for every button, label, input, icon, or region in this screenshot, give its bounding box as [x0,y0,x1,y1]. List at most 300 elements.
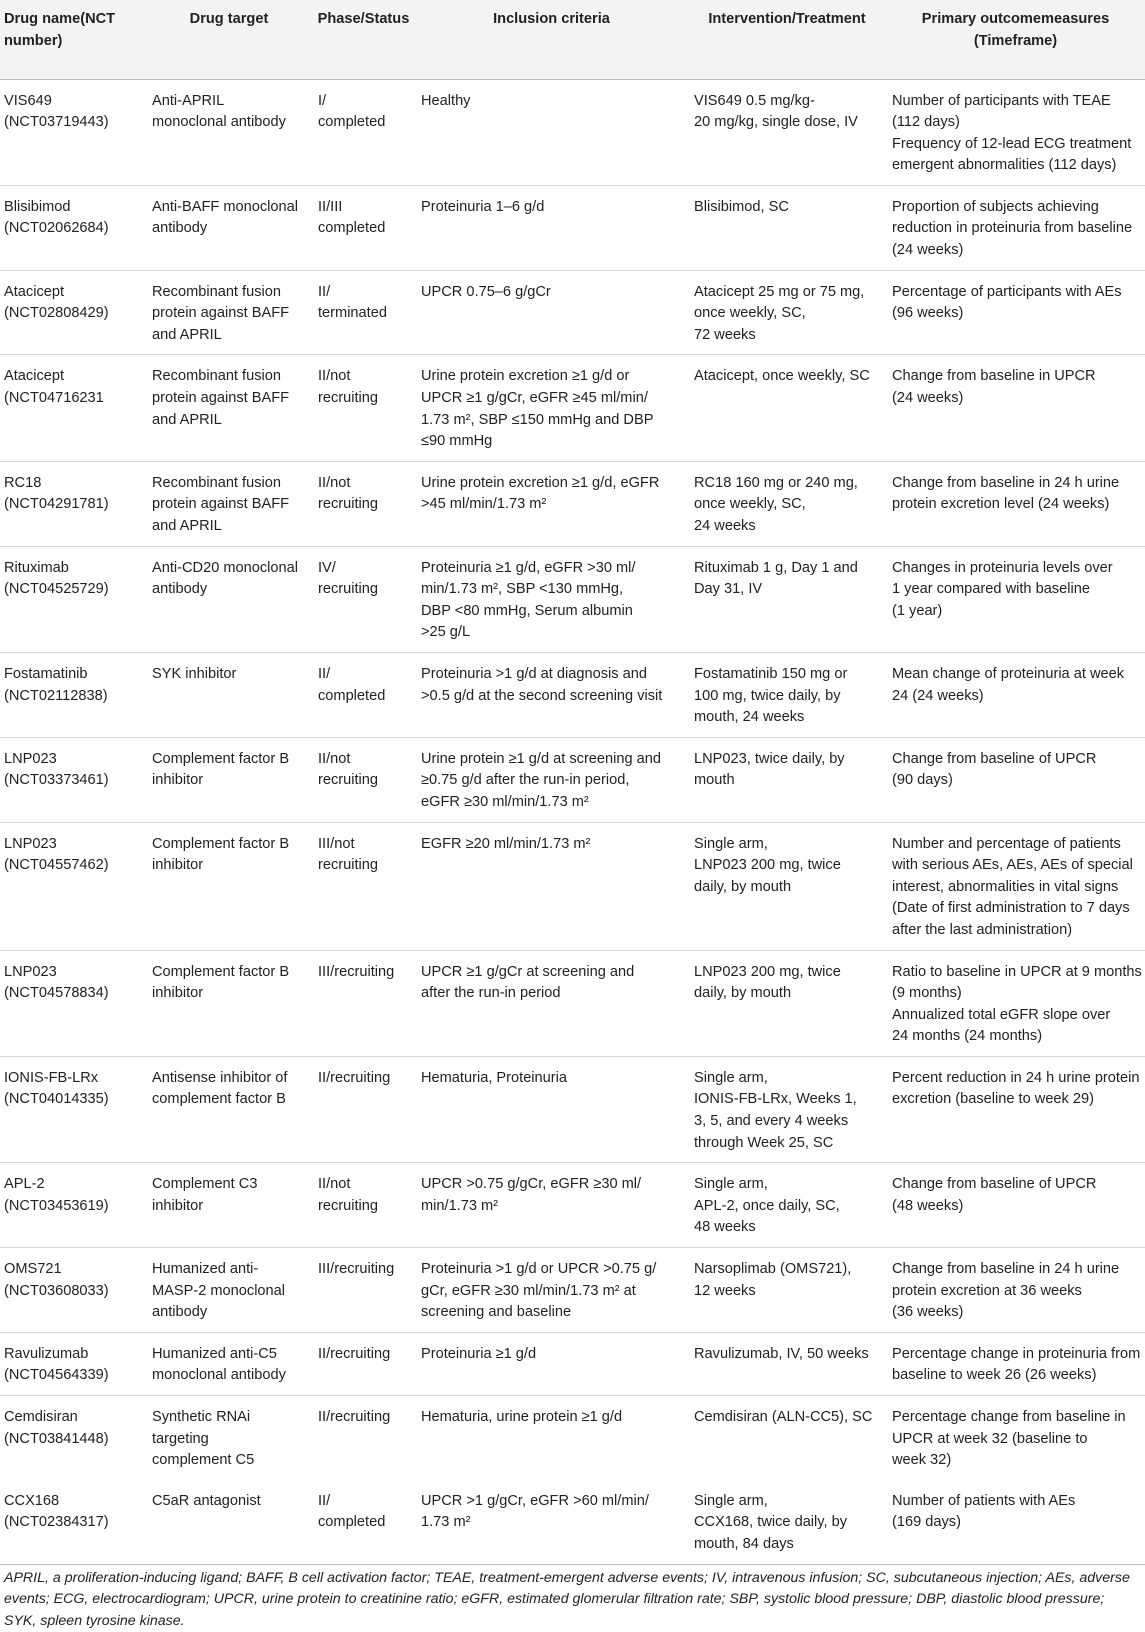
header-primary-outcome [886,0,1145,79]
cell-line: (48 weeks) [892,1197,964,1214]
cell-line: UPCR ≥1 g/gCr, eGFR ≥45 ml/min/ [421,390,648,407]
cell-line: I/ [318,92,327,109]
primary-outcome-cell [886,355,1145,461]
table-row [0,355,1145,461]
cell-line: completed [318,220,386,237]
intervention-cell [688,1248,886,1333]
primary-outcome-cell [886,652,1145,737]
primary-outcome-cell [886,1163,1145,1248]
cell-line: (NCT02808429) [4,305,109,322]
cell-line: (96 weeks) [892,305,964,322]
inclusion-criteria-cell [415,950,688,1056]
intervention-cell [688,546,886,652]
cell-line: Antisense inhibitor of [152,1069,288,1086]
intervention-cell [688,1396,886,1480]
cell-line: protein excretion at 36 weeks [892,1282,1082,1299]
cell-line: mouth, 84 days [694,1535,794,1552]
cell-line: II/III [318,198,343,215]
header-row [0,0,1145,79]
separator: , [470,411,479,428]
phase-status-cell [312,546,415,652]
intervention-cell [688,270,886,355]
primary-outcome-cell [886,822,1145,950]
drug-name-cell [0,1396,146,1480]
cell-line: (NCT03453619) [4,1197,109,1214]
cell-line: after the run-in period [421,985,561,1002]
inclusion-criteria-cell [415,1056,688,1162]
primary-outcome-cell [886,185,1145,270]
cell-line: RC18 [4,474,42,491]
cell-line: gCr, eGFR ≥30 ml/min/1.73 m² [421,1282,620,1299]
cell-line: min/1.73 m² [421,581,499,598]
drug-name-cell [0,1332,146,1395]
cell-line: 24 weeks [694,518,756,534]
header-intervention [688,0,886,79]
cell-line: (NCT04716231 [4,390,104,407]
drug-name-cell [0,1248,146,1333]
cell-line: Phase/ [317,11,365,27]
cell-line: at [623,1282,636,1299]
cell-line: Complement factor B [152,750,290,767]
cell-line: (90 days) [892,772,953,789]
cell-line: emergent abnormalities (112 days) [892,157,1117,174]
intervention-cell [688,1480,886,1564]
cell-line: Single arm, [694,835,768,852]
intervention-cell [688,1056,886,1162]
cell-line: VIS649 0.5 mg/kg- [694,92,815,109]
cell-line: APL-2, once daily, SC, [694,1197,840,1214]
cell-line: (24 weeks) [892,390,964,407]
cell-line: 24 (24 weeks) [892,687,984,704]
cell-line: baseline to week 26 (26 weeks) [892,1367,1097,1384]
drug-name-cell [0,1163,146,1248]
drug-target-cell [146,461,312,546]
cell-line: IONIS-FB-LRx [4,1069,99,1086]
table-row [0,79,1145,185]
cell-line: reduction in proteinuria from baseline [892,220,1133,237]
cell-line: Proteinuria ≥1 g/d, eGFR >30 ml/ [421,559,636,576]
header-inclusion-criteria [415,0,688,79]
cell-line: Atacicept [4,368,65,385]
cell-line: Anti-CD20 monoclonal [152,559,299,576]
cell-line: UPCR >1 g/gCr, eGFR >60 ml/min/ [421,1492,649,1509]
cell-line: III/recruiting [318,1261,395,1278]
primary-outcome-cell [886,546,1145,652]
cell-line: 72 weeks [694,326,756,343]
drug-name-cell [0,737,146,822]
cell-line: Urine protein excretion ≥1 g/d, eGFR [421,474,660,491]
cell-line: Change from baseline of UPCR [892,1176,1097,1193]
cell-line: inhibitor [152,772,204,789]
cell-line: Synthetic RNAi [152,1409,251,1425]
drug-target-cell [146,737,312,822]
cell-line: (169 days) [892,1514,961,1531]
drug-name-cell [0,270,146,355]
table-row [0,546,1145,652]
cell-line: APL-2 [4,1176,45,1193]
cell-line: once weekly, SC, [694,496,806,513]
cell-line: III/not [318,835,355,852]
cell-line: Percentage change from baseline in [892,1409,1126,1425]
cell-line: UPCR 0.75–6 g/gCr [421,283,551,300]
cell-line: II/not [318,474,351,491]
drug-target-cell [146,185,312,270]
table-header [0,0,1145,79]
primary-outcome-cell [886,1056,1145,1162]
cell-line: (NCT02062684) [4,220,109,237]
cell-line: II/not [318,750,351,767]
cell-line: Urine protein ≥1 g/d at screening and [421,750,662,767]
cell-line: and APRIL [152,326,222,343]
phase-status-cell [312,270,415,355]
primary-outcome-cell [886,461,1145,546]
inclusion-criteria-cell [415,1480,688,1564]
cell-line: Ravulizumab, IV, 50 weeks [694,1345,869,1362]
cell-line: with serious AEs, AEs, AEs of special [892,857,1133,874]
drug-target-cell [146,1056,312,1162]
cell-line: (Date of first administration to 7 days [892,900,1130,917]
cell-line: (NCT04578834) [4,985,109,1002]
drug-target-cell [146,822,312,950]
cell-line: 20 mg/kg, single dose, IV [694,114,858,131]
cell-line: Annualized total eGFR slope over [892,1006,1111,1023]
primary-outcome-cell [886,950,1145,1056]
cell-line: screening and baseline [421,1304,572,1321]
table-row [0,737,1145,822]
cell-line: >45 ml/min/1.73 m² [421,496,547,513]
table-row [0,461,1145,546]
cell-line: RC18 160 mg or 240 mg, [694,474,858,491]
cell-line: SBP ≤150 mmHg and DBP [478,411,654,428]
phase-status-cell [312,737,415,822]
phase-status-cell [312,1248,415,1333]
cell-line: Blisibimod [4,198,71,215]
intervention-cell [688,79,886,185]
cell-line: and APRIL [152,518,222,534]
cell-line: Recombinant fusion [152,368,281,385]
intervention-cell [688,355,886,461]
cell-line: excretion (baseline to week 29) [892,1091,1094,1108]
table-row [0,1480,1145,1564]
inclusion-criteria-cell [415,1332,688,1395]
cell-line: Humanized anti- [152,1261,259,1278]
inclusion-criteria-cell [415,79,688,185]
cell-line: Recombinant fusion [152,474,281,491]
drug-target-cell [146,270,312,355]
separator: , [498,581,507,598]
cell-line: ≤90 mmHg [421,433,493,450]
cell-line: Proportion of subjects achieving [892,198,1099,215]
cell-line: (NCT04014335) [4,1091,109,1108]
cell-line: MASP-2 monoclonal [152,1282,286,1299]
cell-line: through Week 25, SC [694,1134,834,1151]
cell-line: Number of patients with AEs [892,1492,1076,1509]
table-row [0,822,1145,950]
cell-line: IV/ [318,559,336,576]
cell-line: (NCT04557462) [4,857,109,874]
cell-line: antibody [152,1304,208,1321]
drug-target-cell [146,950,312,1056]
cell-line: completed [318,687,386,704]
cell-line: Number of participants with TEAE [892,92,1111,109]
cell-line: antibody [152,220,208,237]
drug-target-cell [146,1332,312,1395]
table-row [0,1248,1145,1333]
cell-line: UPCR ≥1 g/gCr at screening and [421,963,635,980]
inclusion-criteria-cell [415,737,688,822]
cell-line: Atacicept, once weekly, SC [694,368,870,385]
cell-line: II/not [318,1176,351,1193]
inclusion-criteria-cell [415,1396,688,1480]
cell-line: Rituximab 1 g, Day 1 and [694,559,858,576]
cell-line: Percent reduction in 24 h urine protein [892,1069,1140,1086]
cell-line: (112 days) [892,114,960,131]
phase-status-cell [312,1480,415,1564]
intervention-cell [688,1163,886,1248]
table-row [0,1163,1145,1248]
phase-status-cell [312,652,415,737]
primary-outcome-cell [886,1248,1145,1333]
cell-line: 24 months (24 months) [892,1028,1043,1045]
cell-line: II/recruiting [318,1069,391,1086]
cell-line: Anti-APRIL [152,92,225,109]
table-body [0,79,1145,1564]
drug-name-cell [0,1056,146,1162]
drug-name-cell [0,652,146,737]
intervention-cell [688,737,886,822]
phase-status-cell [312,1396,415,1480]
cell-line: recruiting [318,1197,379,1214]
cell-line: SBP <130 mmHg, [506,581,624,598]
cell-line: daily, by mouth [694,985,792,1002]
cell-line: complement C5 [152,1452,255,1469]
cell-line: Proteinuria ≥1 g/d [421,1345,537,1362]
cell-line: VIS649 [4,92,52,109]
cell-line: Single arm, [694,1492,768,1509]
cell-line: Primary outcome [921,11,1042,27]
intervention-cell [688,461,886,546]
cell-line: 12 weeks [694,1282,756,1299]
phase-status-cell [312,1056,415,1162]
cell-line: (NCT03841448) [4,1430,109,1447]
drug-target-cell [146,652,312,737]
cell-line: terminated [318,305,387,322]
phase-status-cell [312,1163,415,1248]
cell-line: Change from baseline of UPCR [892,750,1097,767]
phase-status-cell [312,355,415,461]
cell-line: Ratio to baseline in UPCR at 9 months [892,963,1142,980]
drug-name-cell [0,355,146,461]
cell-line: (NCT02384317) [4,1514,109,1531]
cell-line: Fostamatinib 150 mg or [694,665,848,682]
cell-line: mouth, 24 weeks [694,709,805,726]
table-footnote: APRIL, a proliferation-inducing ligand; BAFF, B cell activation factor; TEAE, treatment-emergent adverse events; IV, intravenous infusion; SC, subcutaneous injection; AEs, adverse events; ECG, electrocardiogram; UPCR, urine protein to creatinine ratio; eGFR, estimated glomerular filtration rate; SBP, systolic blood pressure; DBP, diastolic blood pressure; SYK, spleen tyrosine kinase. [4,1569,1130,1629]
cell-line: mouth [694,772,735,789]
primary-outcome-cell [886,270,1145,355]
phase-status-cell [312,79,415,185]
cell-line: Drug target [189,11,269,27]
cell-line: Complement factor B [152,835,290,852]
intervention-cell [688,950,886,1056]
cell-line: (NCT03719443) [4,114,109,131]
cell-line: Change from baseline in UPCR [892,368,1096,385]
cell-line: complement factor B [152,1091,286,1108]
drug-name-cell [0,950,146,1056]
cell-line: Status [364,11,410,27]
cell-line: (NCT04564339) [4,1367,109,1384]
drug-target-cell [146,79,312,185]
cell-line: Proteinuria >1 g/d or UPCR >0.75 g/ [421,1261,657,1278]
cell-line: (36 weeks) [892,1304,964,1321]
cell-line: CCX168 [4,1492,60,1509]
cell-line: Narsoplimab (OMS721), [694,1261,852,1278]
cell-line: Frequency of 12-lead ECG treatment [892,135,1132,152]
table-row [0,1056,1145,1162]
cell-line: 100 mg, twice daily, by [694,687,841,704]
table-row [0,652,1145,737]
inclusion-criteria-cell [415,1163,688,1248]
cell-line: Mean change of proteinuria at week [892,665,1125,682]
cell-line: inhibitor [152,985,204,1002]
cell-line: Complement factor B [152,963,290,980]
drug-name-cell [0,185,146,270]
drug-name-cell [0,79,146,185]
header-drug-target [146,0,312,79]
cell-line: III/recruiting [318,963,395,980]
drug-target-cell [146,1396,312,1480]
cell-line: Single arm, [694,1176,768,1193]
cell-line: LNP023, twice daily, by [694,750,845,767]
header-drug-name [0,0,146,79]
cell-line: Cemdisiran [4,1409,78,1425]
cell-line: >25 g/L [421,624,471,641]
cell-line: II/not [318,368,351,385]
cell-line: (9 months) [892,985,962,1002]
cell-line: recruiting [318,857,379,874]
cell-line: LNP023 [4,963,57,980]
cell-line: eGFR ≥30 ml/min/1.73 m² [421,793,589,810]
intervention-cell [688,652,886,737]
cell-line: ≥0.75 g/d after the run-in period, [421,772,630,789]
cell-line: Cemdisiran (ALN-CC5), SC [694,1409,873,1425]
drug-name-cell [0,546,146,652]
phase-status-cell [312,950,415,1056]
cell-line: Healthy [421,92,471,109]
cell-line: Anti-BAFF monoclonal [152,198,298,215]
cell-line: LNP023 200 mg, twice [694,857,841,874]
cell-line: Change from baseline in 24 h urine [892,474,1120,491]
cell-line: recruiting [318,772,379,789]
cell-line: II/recruiting [318,1409,391,1425]
cell-line: targeting [152,1430,209,1447]
primary-outcome-cell [886,1396,1145,1480]
inclusion-criteria-cell [415,652,688,737]
table-row [0,1332,1145,1395]
cell-line: UPCR at week 32 (baseline to [892,1430,1088,1447]
cell-line: protein excretion level (24 weeks) [892,496,1110,513]
cell-line: CCX168, twice daily, by [694,1514,848,1531]
cell-line: (NCT04525729) [4,581,109,598]
cell-line: Blisibimod, SC [694,198,789,215]
primary-outcome-cell [886,737,1145,822]
cell-line: EGFR ≥20 ml/min/1.73 m² [421,835,591,852]
cell-line: interest, abnormalities in vital signs [892,878,1119,895]
cell-line: (NCT04291781) [4,496,109,513]
cell-line: Complement C3 [152,1176,258,1193]
cell-line: Percentage of participants with AEs [892,283,1122,300]
drug-target-cell [146,1163,312,1248]
table-row [0,185,1145,270]
inclusion-criteria-cell [415,185,688,270]
primary-outcome-cell [886,79,1145,185]
cell-line: recruiting [318,581,379,598]
drug-target-cell [146,1480,312,1564]
drug-target-cell [146,1248,312,1333]
drug-name-cell [0,822,146,950]
cell-line: protein against BAFF [152,305,290,322]
intervention-cell [688,822,886,950]
cell-line: 1.73 m² [421,1514,471,1531]
cell-line: LNP023 [4,835,57,852]
intervention-cell [688,185,886,270]
drug-target-cell [146,355,312,461]
cell-line: Humanized anti-C5 [152,1345,277,1362]
cell-line: Hematuria, urine protein ≥1 g/d [421,1409,623,1425]
table-row [0,1396,1145,1480]
inclusion-criteria-cell [415,355,688,461]
cell-line: 3, 5, and every 4 weeks [694,1113,849,1130]
table-row [0,270,1145,355]
primary-outcome-cell [886,1332,1145,1395]
inclusion-criteria-cell [415,270,688,355]
cell-line: >0.5 g/d at the second screening visit [421,687,663,704]
cell-line: LNP023 [4,750,57,767]
cell-line: Proteinuria >1 g/d at diagnosis and [421,665,647,682]
cell-line: (NCT number) [4,11,116,49]
phase-status-cell [312,1332,415,1395]
cell-line: Atacicept [4,283,65,300]
drug-name-cell [0,461,146,546]
cell-line: Proteinuria 1–6 g/d [421,198,545,215]
cell-line: II/ [318,665,331,682]
cell-line: and APRIL [152,411,222,428]
cell-line: II/ [318,1492,331,1509]
cell-line: monoclonal antibody [152,1367,286,1384]
cell-line: (NCT03608033) [4,1282,109,1299]
cell-line: Percentage change in proteinuria from [892,1345,1141,1362]
cell-line: Changes in proteinuria levels over [892,559,1113,576]
cell-line: after the last administration) [892,921,1073,938]
cell-line: frame) [1012,32,1058,49]
primary-outcome-cell [886,1480,1145,1564]
cell-line: Ravulizumab [4,1345,89,1362]
inclusion-criteria-cell [415,1248,688,1333]
cell-line: (1 year) [892,602,943,619]
cell-line: Number and percentage of patients [892,835,1121,852]
cell-line: daily, by mouth [694,878,792,895]
cell-line: Hematuria, Proteinuria [421,1069,568,1086]
cell-line: II/recruiting [318,1345,391,1362]
cell-line: recruiting [318,496,379,513]
cell-line: OMS721 [4,1261,62,1278]
cell-line: (NCT03373461) [4,772,109,789]
inclusion-criteria-cell [415,546,688,652]
phase-status-cell [312,822,415,950]
drug-name-cell [0,1480,146,1564]
inclusion-criteria-cell [415,461,688,546]
cell-line: DBP <80 mmHg, Serum albumin [421,602,633,619]
cell-line: min/1.73 m² [421,1197,499,1214]
